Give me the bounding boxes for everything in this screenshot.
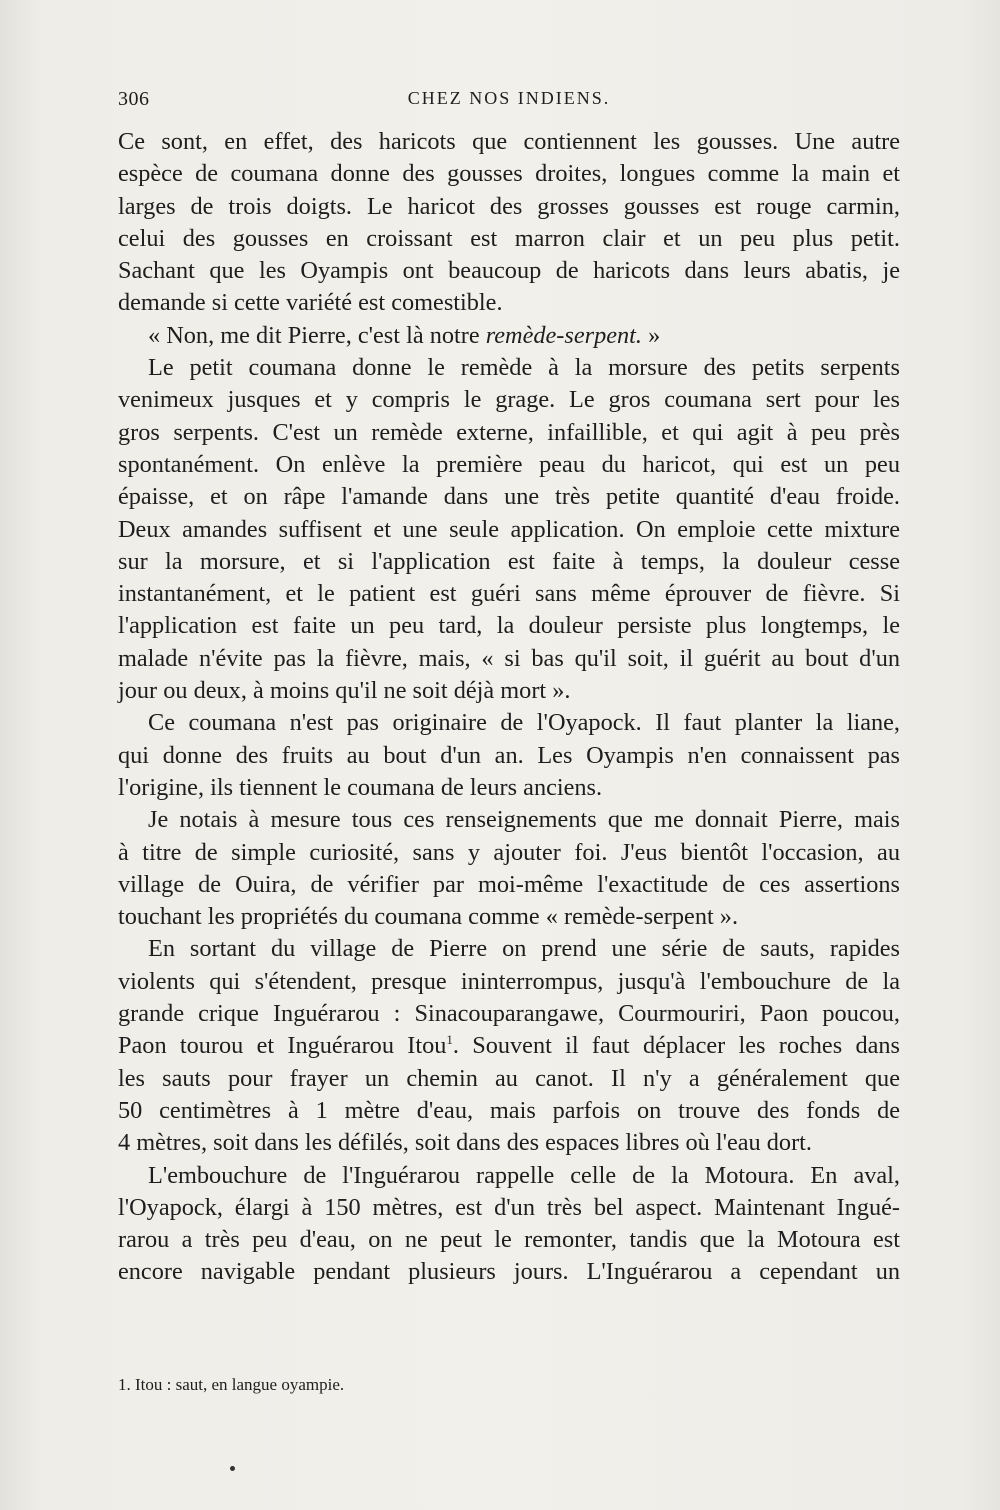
text-line: grande crique Inguérarou : Sinacouparangawe, Courmouriri, Paon poucou, <box>118 1000 900 1028</box>
text-line: jour ou deux, à moins qu'il ne soit déjà mort ». <box>118 677 571 705</box>
ink-speck <box>230 1466 235 1471</box>
text-line: celui des gousses en croissant est marron clair et un peu plus petit. <box>118 224 900 252</box>
text-line: L'embouchure de l'Inguérarou rappelle celle de la Motoura. En aval, <box>148 1161 900 1189</box>
footnote-number: 1. <box>118 1375 131 1394</box>
italic-term: remède-serpent. <box>485 321 642 349</box>
footnote-reference[interactable]: 1 <box>446 1032 453 1048</box>
paragraph-7 <box>118 1160 900 1289</box>
text-segment: Paon tourou et Inguérarou Itou <box>118 1032 447 1060</box>
paragraph-1 <box>118 126 900 320</box>
text-line: demande si cette variété est comestible. <box>118 289 503 317</box>
text-line: sur la morsure, et si l'application est faite à temps, la douleur cesse <box>118 547 900 575</box>
text-line: 4 mètres, soit dans les défilés, soit dans des espaces libres où l'eau dort. <box>118 1129 812 1157</box>
text-line: Ce coumana n'est pas originaire de l'Oyapock. Il faut planter la liane, <box>148 709 900 737</box>
text-line <box>118 1030 900 1062</box>
page-header <box>118 88 900 116</box>
text-line: gros serpents. C'est un remède externe, infaillible, et qui agit à peu près <box>118 418 900 446</box>
text-line: violents qui s'étendent, presque ininterrompus, jusqu'à l'embouchure de la <box>118 967 900 995</box>
text-line: venimeux jusques et y compris le grage. Le gros coumana sert pour les <box>118 386 900 414</box>
paragraph-6 <box>118 933 900 1159</box>
footnote-text: Itou : saut, en langue oyampie. <box>135 1375 345 1394</box>
body-text <box>118 126 900 1289</box>
text-line <box>118 320 900 352</box>
paragraph-2 <box>118 320 900 352</box>
paragraph-3 <box>118 352 900 707</box>
quote-close: » <box>642 321 661 349</box>
text-line: 50 centimètres à 1 mètre d'eau, mais parfois on trouve des fonds de <box>118 1096 900 1124</box>
text-line: larges de trois doigts. Le haricot des grosses gousses est rouge carmin, <box>118 192 900 220</box>
text-line: En sortant du village de Pierre on prend une série de sauts, rapides <box>148 935 900 963</box>
quote-text: « Non, me dit Pierre, c'est là notre <box>148 321 486 349</box>
text-line: touchant les propriétés du coumana comme « remède-serpent ». <box>118 903 739 931</box>
text-line: rarou a très peu d'eau, on ne peut le remonter, tandis que la Motoura est <box>118 1226 900 1254</box>
text-line: à titre de simple curiosité, sans y ajouter foi. J'eus bientôt l'occasion, au <box>118 838 900 866</box>
paragraph-4 <box>118 707 900 804</box>
text-line: l'application est faite un peu tard, la douleur persiste plus longtemps, le <box>118 612 900 640</box>
footnote <box>118 1374 900 1396</box>
text-line: instantanément, et le patient est guéri sans même éprouver de fièvre. Si <box>118 580 900 608</box>
text-line: village de Ouira, de vérifier par moi-même l'exactitude de ces assertions <box>118 870 900 898</box>
text-line: Sachant que les Oyampis ont beaucoup de haricots dans leurs abatis, je <box>118 257 900 285</box>
text-line: spontanément. On enlève la première peau du haricot, qui est un peu <box>118 450 900 478</box>
text-segment: . Souvent il faut déplacer les roches dans <box>452 1032 900 1060</box>
text-line: Je notais à mesure tous ces renseignements que me donnait Pierre, mais <box>148 806 900 834</box>
text-line: l'origine, ils tiennent le coumana de leurs anciens. <box>118 773 603 801</box>
text-line: les sauts pour frayer un chemin au canot. Il n'y a généralement que <box>118 1064 900 1092</box>
page-number: 306 <box>118 88 150 110</box>
running-title: CHEZ NOS INDIENS. <box>407 88 611 108</box>
text-line: espèce de coumana donne des gousses droites, longues comme la main et <box>118 160 900 188</box>
text-line: Ce sont, en effet, des haricots que contiennent les gousses. Une autre <box>118 128 900 155</box>
text-line: malade n'évite pas la fièvre, mais, « si bas qu'il soit, il guérit au bout d'un <box>118 644 900 672</box>
text-line: épaisse, et on râpe l'amande dans une très petite quantité d'eau froide. <box>118 483 900 511</box>
text-line: Deux amandes suffisent et une seule application. On emploie cette mixture <box>118 515 900 543</box>
paragraph-5 <box>118 804 900 933</box>
text-line: Le petit coumana donne le remède à la morsure des petits serpents <box>148 354 900 382</box>
text-line: l'Oyapock, élargi à 150 mètres, est d'un très bel aspect. Maintenant Ingué- <box>118 1193 900 1221</box>
text-line: qui donne des fruits au bout d'un an. Les Oyampis n'en connaissent pas <box>118 741 900 769</box>
text-line: encore navigable pendant plusieurs jours. L'Inguérarou a cependant un <box>118 1258 900 1286</box>
